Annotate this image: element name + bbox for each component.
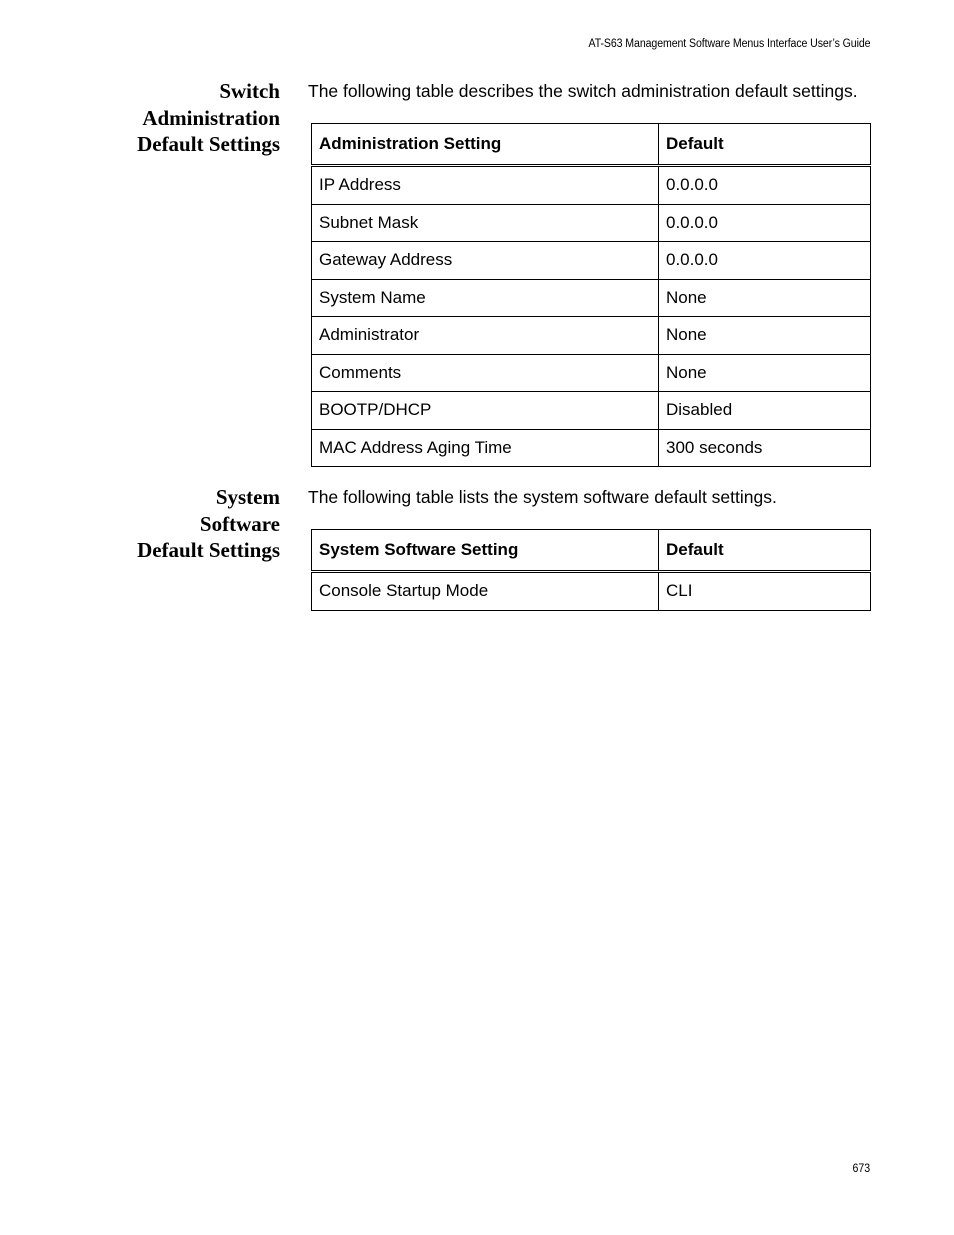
table-header-row [312, 124, 871, 166]
setting-cell: Comments [312, 354, 659, 392]
table-header-row [312, 530, 871, 572]
column-header: Default [659, 530, 871, 572]
section-intro: The following table lists the system software default settings. [308, 487, 777, 507]
table-row [312, 242, 871, 280]
section-heading-line: Software [199, 511, 280, 536]
column-header: Default [659, 124, 871, 166]
system-software-table [311, 529, 871, 611]
page-number: 673 [852, 1163, 870, 1175]
setting-cell: Console Startup Mode [312, 572, 659, 611]
section-heading-line: Administration [142, 105, 280, 130]
setting-cell: Administrator [312, 317, 659, 355]
running-header: AT-S63 Management Software Menus Interface User’s Guide [588, 38, 870, 50]
table-row [312, 392, 871, 430]
section-heading-line: Default Settings [137, 538, 280, 562]
default-cell: 300 seconds [659, 429, 871, 467]
section-heading [80, 78, 280, 158]
default-cell: None [659, 279, 871, 317]
table-row [312, 204, 871, 242]
section-heading [80, 484, 280, 564]
table-row [312, 429, 871, 467]
section-heading-line: System [215, 485, 280, 509]
setting-cell: Gateway Address [312, 242, 659, 280]
setting-cell: System Name [312, 279, 659, 317]
table-row [312, 354, 871, 392]
section-intro: The following table describes the switch administration default settings. [308, 81, 858, 101]
default-cell: 0.0.0.0 [659, 204, 871, 242]
column-header: System Software Setting [312, 530, 659, 572]
setting-cell: BOOTP/DHCP [312, 392, 659, 430]
default-cell: 0.0.0.0 [659, 242, 871, 280]
section-heading-line: Default Settings [137, 132, 280, 156]
setting-cell: Subnet Mask [312, 204, 659, 242]
admin-settings-table [311, 123, 871, 467]
section-heading-line: Switch [219, 79, 280, 103]
default-cell: None [659, 354, 871, 392]
setting-cell: MAC Address Aging Time [312, 429, 659, 467]
table-row [312, 572, 871, 611]
table-row [312, 279, 871, 317]
setting-cell: IP Address [312, 166, 659, 205]
default-cell: 0.0.0.0 [659, 166, 871, 205]
default-cell: None [659, 317, 871, 355]
table-row [312, 166, 871, 205]
table-row [312, 317, 871, 355]
column-header: Administration Setting [312, 124, 659, 166]
default-cell: CLI [659, 572, 871, 611]
default-cell: Disabled [659, 392, 871, 430]
